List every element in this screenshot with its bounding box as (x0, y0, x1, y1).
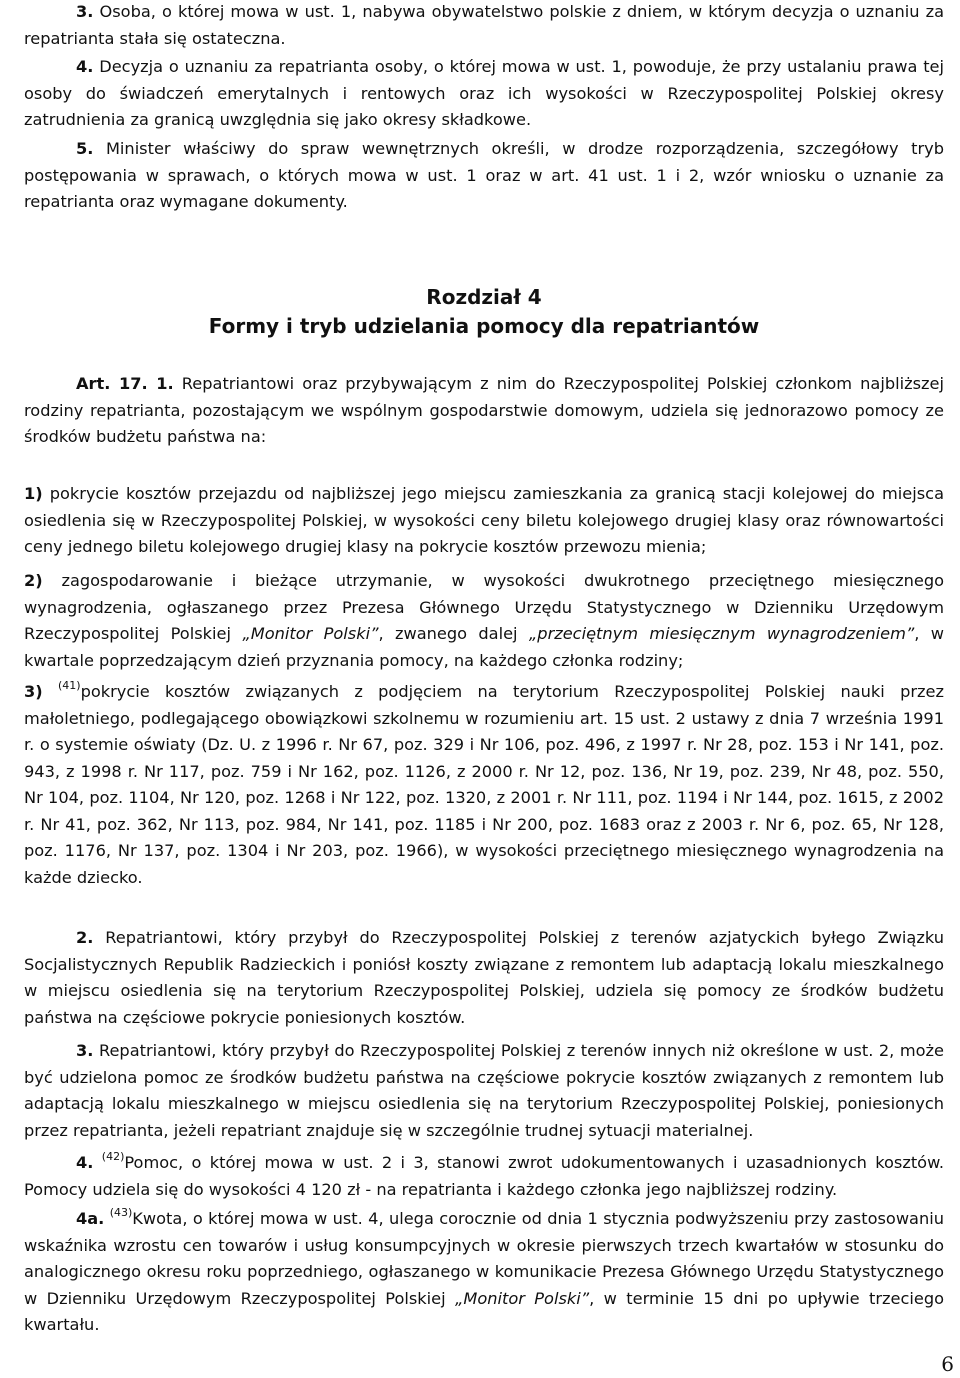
item-text: pokrycie kosztów związanych z podjęciem na terytorium Rzeczypospolitej Polskiej nauki przez małoletniego, podlegającego obowiązkowi szkolnemu w rozumieniu art. 15 ust. 2 ustawy z dnia 7 września 1991 r. o systemie oświaty (Dz. U. z 1996 r. Nr 67, poz. 329 i Nr 106, poz. 496, z 1997 r. Nr 28, poz. 153 i Nr 141, poz. 943, z 1998 r. Nr 117, poz. 759 i Nr 162, poz. 1126, z 2000 r. Nr 12, poz. 136, Nr 19, poz. 239, Nr 48, poz. 550, Nr 104, poz. 1104, Nr 120, poz. 1268 i Nr 122, poz. 1320, z 2001 r. Nr 111, poz. 1194 i Nr 144, poz. 1615, z 2002 r. Nr 41, poz. 362, Nr 113, poz. 984, Nr 141, poz. 1185 i Nr 200, poz. 1683 oraz z 2003 r. Nr 6, poz. 65, Nr 128, poz. 1176, Nr 137, poz. 1304 i Nr 203, poz. 1966), w wysokości przeciętnego miesięcznego wynagrodzenia na każde dziecko. (24, 682, 944, 887)
item-number: 3) (24, 682, 43, 701)
chapter-heading (24, 283, 944, 341)
paragraph-5 (24, 136, 944, 216)
paragraph-text: Minister właściwy do spraw wewnętrznych określi, w drodze rozporządzenia, szczegółowy tryb postępowania w sprawach, o których mowa w ust. 1 oraz w art. 41 ust. 1 i 2, wzór wniosku o uznanie za repatrianta oraz wymagane dokumenty. (24, 139, 944, 211)
paragraph-text: Repatriantowi, który przybył do Rzeczypospolitej Polskiej z terenów innych niż określone w ust. 2, może być udzielona pomoc ze środków budżetu państwa na częściowe pokrycie kosztów związanych z remontem lub adaptacją lokalu mieszkalnego w miejscu osiedlenia się na terytorium Rzeczypospolitej Polskiej, poniesionych przez repatrianta, jeżeli repatriant znajduje się w szczególnie trudnej sytuacji materialnej. (24, 1041, 944, 1140)
paragraph-number: 4. (76, 57, 94, 76)
chapter-title: Formy i tryb udzielania pomocy dla repatriantów (208, 314, 760, 338)
paragraph-number: 2. (76, 928, 94, 947)
list-item-1 (24, 481, 944, 561)
article-text: Repatriantowi oraz przybywającym z nim do Rzeczypospolitej Polskiej członkom najbliższej rodziny repatrianta, pozostającym we wspólnym gospodarstwie domowym, udziela się jednorazowo pomocy ze środków budżetu państwa na: (24, 374, 944, 446)
item-text: , w kwartale poprzedzającym dzień przyznania pomocy, na każdego członka rodziny; (24, 624, 945, 670)
paragraph-number: 3. (76, 1041, 94, 1060)
paragraph-text: Osoba, o której mowa w ust. 1, nabywa obywatelstwo polskie z dniem, w którym decyzja o uznaniu za repatrianta stała się ostateczna. (24, 2, 944, 48)
footnote-ref: (43) (109, 1205, 133, 1219)
article-17-ust-4a (24, 1206, 944, 1339)
paragraph-text: Kwota, o której mowa w ust. 4, ulega corocznie od dnia 1 stycznia podwyższeniu przy zastosowaniu wskaźnika wzrostu cen towarów i usług konsumpcyjnych w okresie pierwszych trzech kwartałów w stosunku do analogicznego okresu roku poprzedniego, ogłaszanego w komunikacie Prezesa Głównego Urzędu Statystycznego w Dzienniku Urzędowym Rzeczypospolitej Polskiej (24, 1209, 944, 1308)
item-text: zagospodarowanie i bieżące utrzymanie, w wysokości dwukrotnego przeciętnego miesięcznego wynagrodzenia, ogłaszanego przez Prezesa Głównego Urzędu Statystycznego w Dzienniku Urzędowym Rzeczypospolitej Polskiej (24, 571, 944, 643)
item-text: pokrycie kosztów przejazdu od najbliższej jego miejscu zamieszkania za granicą stacji kolejowej do miejsca osiedlenia się w Rzeczypospolitej Polskiej, w wysokości ceny biletu kolejowego drugiej klasy oraz równowartości ceny jednego biletu kolejowego drugiej klasy na pokrycie kosztów przewozu mienia; (24, 484, 944, 556)
page-number: 6 (941, 1352, 954, 1376)
item-text: , zwanego dalej (378, 624, 529, 643)
monitor-polski-title: „Monitor Polski” (455, 1288, 590, 1308)
paragraph-number: 4. (76, 1153, 94, 1172)
paragraph-text: , w terminie 15 dni po upływie trzeciego kwartału. (24, 1288, 944, 1334)
footnote-ref: (42) (101, 1149, 125, 1163)
paragraph-number: 4a. (76, 1209, 105, 1228)
paragraph-4 (24, 54, 944, 134)
article-17-intro (24, 371, 944, 451)
article-label: Art. 17. 1. (76, 374, 174, 393)
monitor-polski-title: „Monitor Polski” (242, 624, 379, 643)
item-number: 2) (24, 571, 43, 590)
paragraph-3 (24, 0, 944, 52)
paragraph-number: 5. (76, 139, 94, 158)
list-item-3 (24, 679, 944, 891)
paragraph-text: Pomoc, o której mowa w ust. 2 i 3, stanowi zwrot udokumentowanych i uzasadnionych kosztów. Pomocy udziela się do wysokości 4 120 zł - na repatrianta i każdego członka jego najbliższej rodziny. (24, 1153, 944, 1199)
defined-term: „przeciętnym miesięcznym wynagrodzeniem” (528, 624, 915, 643)
article-17-ust-3 (24, 1038, 944, 1144)
paragraph-text: Repatriantowi, który przybył do Rzeczypospolitej Polskiej z terenów azjatyckich byłego Związku Socjalistycznych Republik Radzieckich i poniósł koszty związane z remontem lub adaptacją lokalu mieszkalnego w miejscu osiedlenia się na terytorium Rzeczypospolitej Polskiej, udziela się pomocy ze środków budżetu państwa na częściowe pokrycie poniesionych kosztów. (24, 928, 944, 1027)
list-item-2 (24, 568, 944, 674)
chapter-number: Rozdział 4 (426, 285, 542, 309)
item-number: 1) (24, 484, 43, 503)
footnote-ref: (41) (57, 678, 81, 692)
article-17-ust-2 (24, 925, 944, 1031)
paragraph-text: Decyzja o uznaniu za repatrianta osoby, o której mowa w ust. 1, powoduje, że przy ustalaniu prawa tej osoby do świadczeń emerytalnych i rentowych oraz ich wysokości w Rzeczypospolitej Polskiej okresy zatrudnienia za granicą uwzględnia się jako okresy składkowe. (24, 57, 944, 129)
paragraph-number: 3. (76, 2, 94, 21)
article-17-ust-4 (24, 1150, 944, 1203)
